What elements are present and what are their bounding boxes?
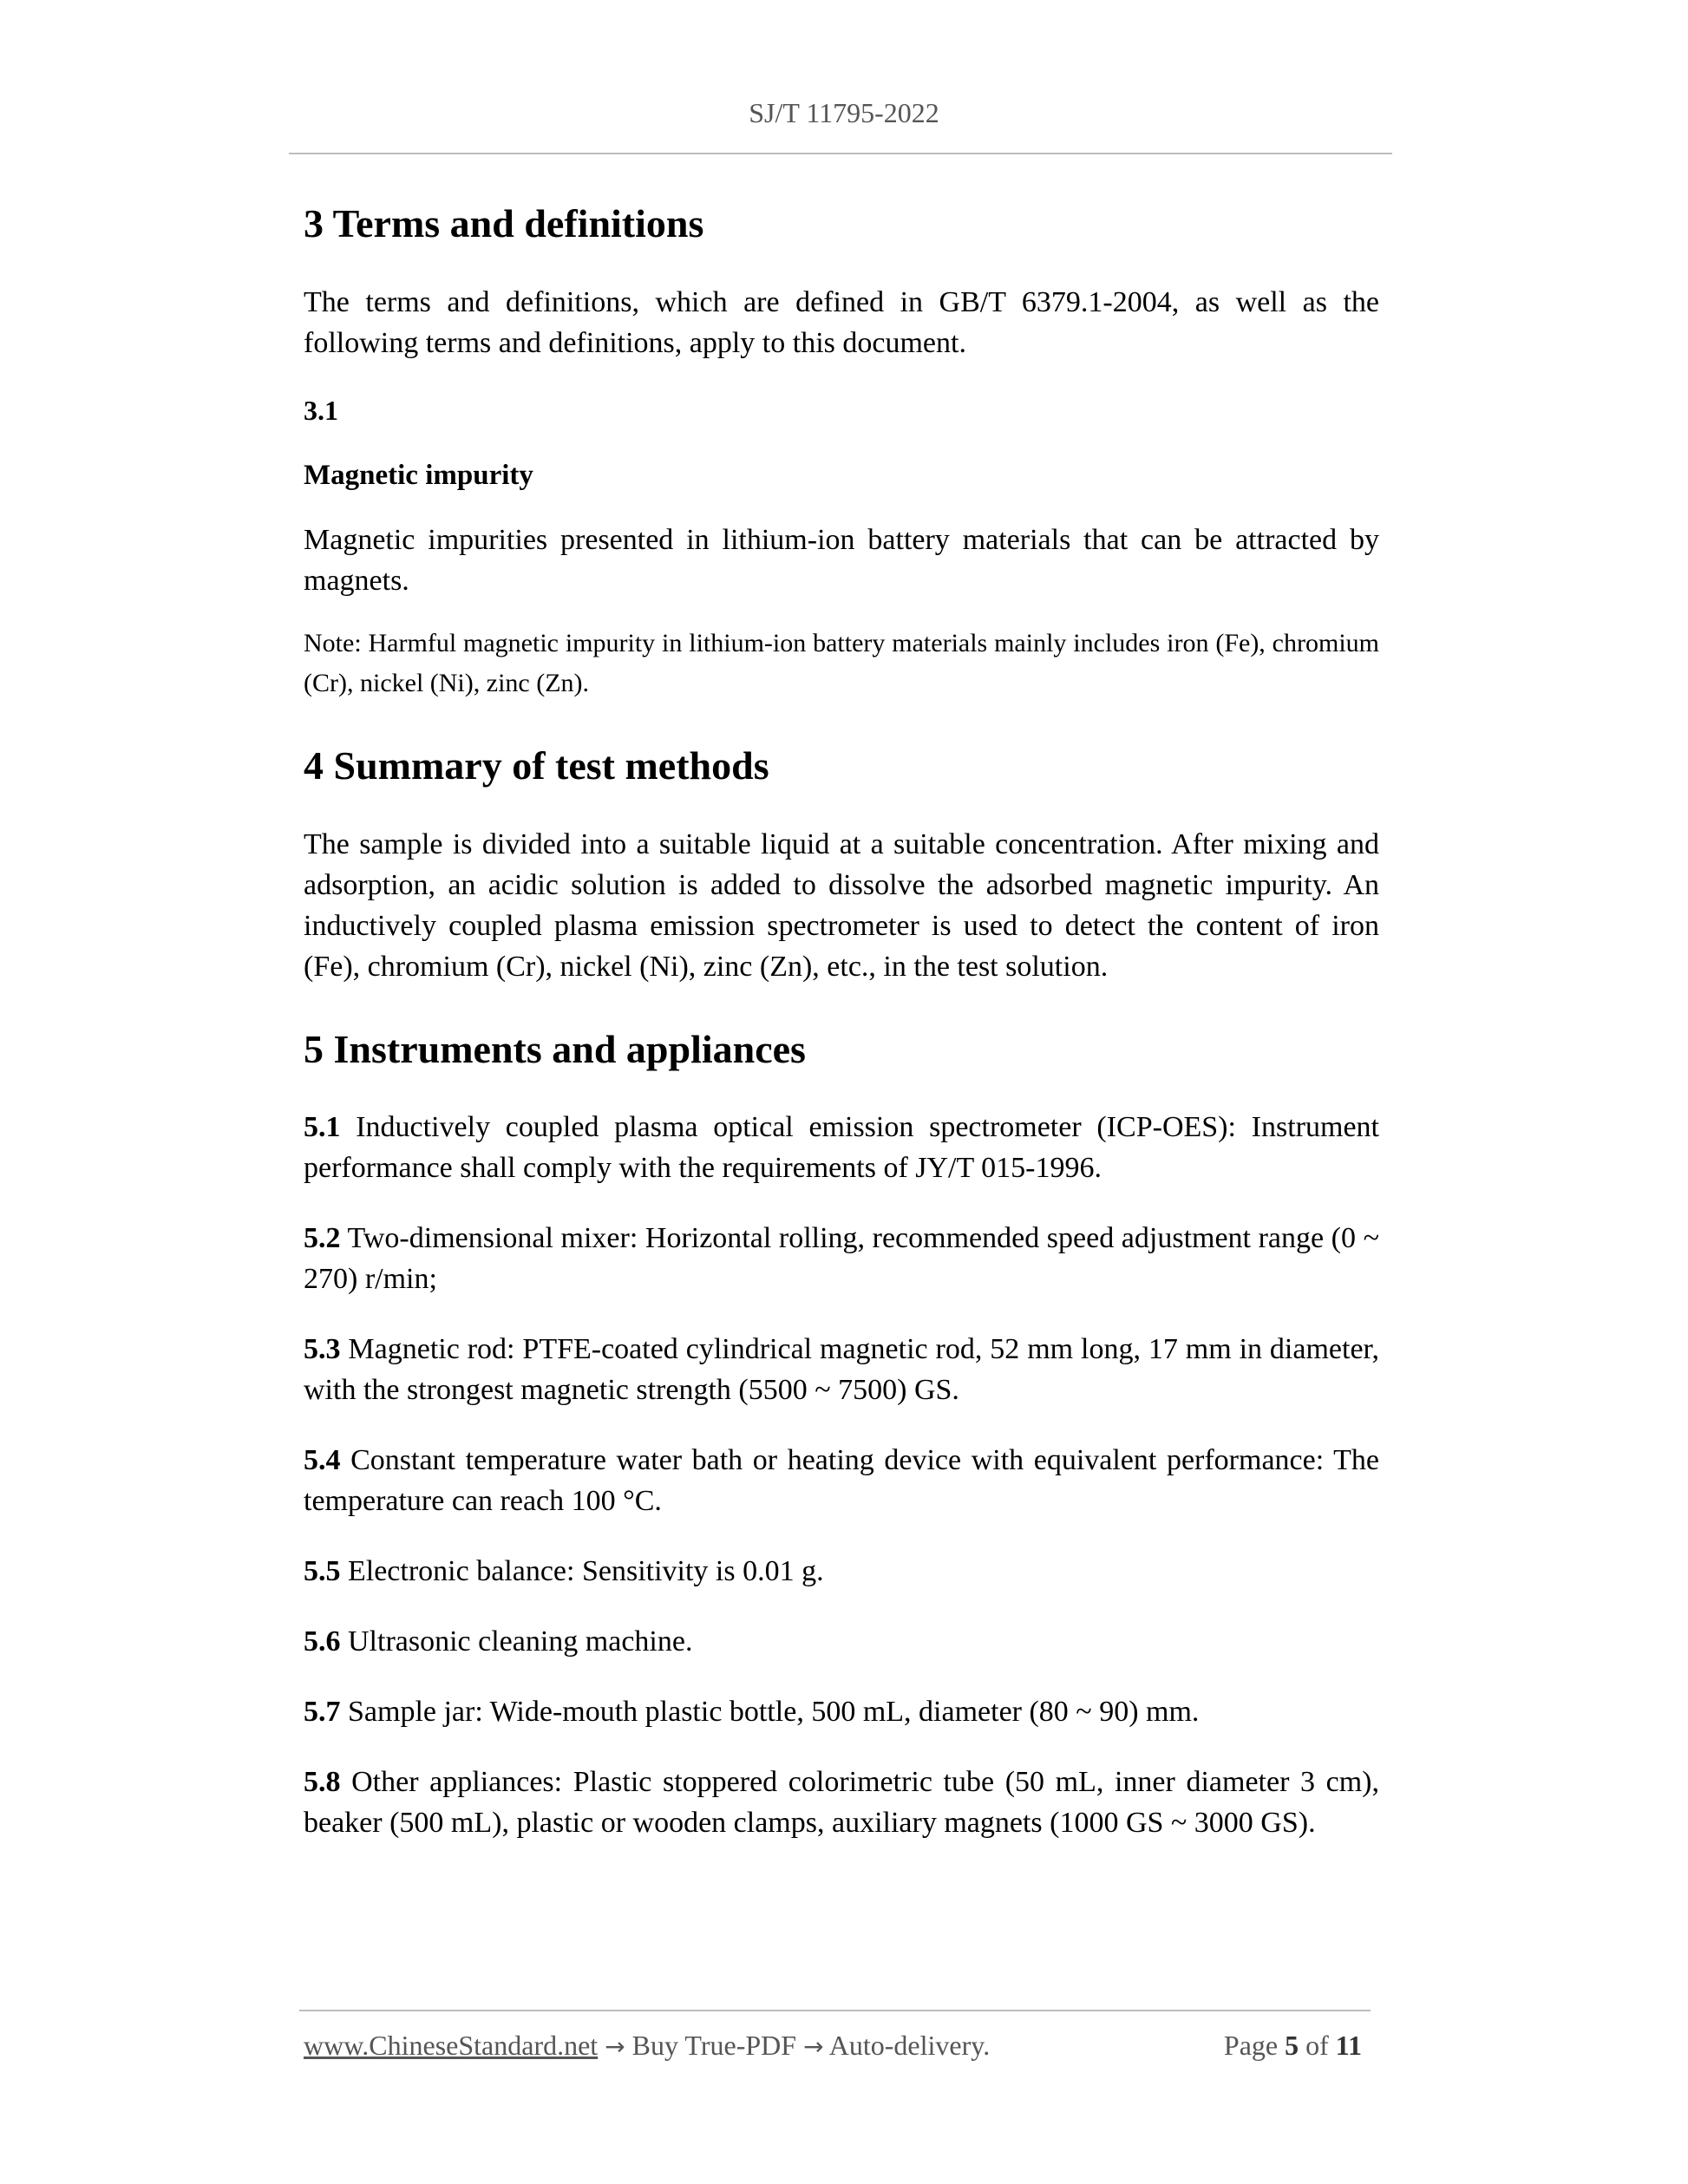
section-4-body: The sample is divided into a suitable liquid at a suitable concentration. After mixing and adsorption, an acidic solution is added to dissolve the adsorbed magnetic impurity. An inductively coupled plasma emission spectrometer is used to detect the content of iron (Fe), chromium (Cr), nickel (Ni), zinc (Zn), etc., in the test solution. bbox=[304, 828, 1379, 984]
header-divider bbox=[289, 153, 1392, 154]
page-content bbox=[304, 199, 1379, 1843]
running-header: SJ/T 11795-2022 bbox=[749, 97, 939, 128]
instrument-item: 5.8 Other appliances: Plastic stoppered colorimetric tube (50 mL, inner diameter 3 cm), beaker (500 mL), plastic or wooden clamps, auxiliary magnets (1000 GS ~ 3000 GS). bbox=[304, 1765, 1379, 1839]
current-page: 5 bbox=[1285, 2030, 1299, 2061]
instrument-item: 5.2 Two-dimensional mixer: Horizontal rolling, recommended speed adjustment range (0 ~ 270) r/min; bbox=[304, 1221, 1379, 1295]
buy-text: Buy True-PDF bbox=[631, 2030, 797, 2061]
section-3-intro: The terms and definitions, which are defined in GB/T 6379.1-2004, as well as the following terms and definitions, apply to this document. bbox=[304, 286, 1379, 360]
instrument-item: 5.3 Magnetic rod: PTFE-coated cylindrical magnetic rod, 52 mm long, 17 mm in diameter, with the strongest magnetic strength (5500 ~ 7500) GS. bbox=[304, 1332, 1380, 1406]
section-3-heading: 3 Terms and definitions bbox=[304, 201, 704, 245]
section-4-heading: 4 Summary of test methods bbox=[304, 743, 769, 788]
instrument-list bbox=[304, 1107, 1379, 1843]
instrument-item: 5.6 Ultrasonic cleaning machine. bbox=[304, 1625, 693, 1658]
total-pages: 11 bbox=[1335, 2030, 1362, 2061]
footer-divider bbox=[299, 2010, 1371, 2011]
term-number: 3.1 bbox=[304, 395, 338, 427]
instrument-item: 5.5 Electronic balance: Sensitivity is 0.01 g. bbox=[304, 1554, 824, 1587]
page-footer bbox=[304, 2030, 1362, 2062]
section-5-heading: 5 Instruments and appliances bbox=[304, 1027, 806, 1072]
term-definition: Magnetic impurities presented in lithium-ion battery materials that can be attracted by magnets. bbox=[304, 524, 1379, 598]
delivery-text: Auto-delivery. bbox=[828, 2030, 991, 2061]
page-number: Page 5 of 11 bbox=[1223, 2030, 1362, 2061]
footer-promo bbox=[304, 2030, 990, 2062]
instrument-item: 5.7 Sample jar: Wide-mouth plastic bottle, 500 mL, diameter (80 ~ 90) mm. bbox=[304, 1695, 1200, 1728]
term-note: Note: Harmful magnetic impurity in lithium-ion battery materials mainly includes iron (Fe), chromium (Cr), nickel (Ni), zinc (Zn). bbox=[304, 629, 1379, 698]
term-name: Magnetic impurity bbox=[304, 460, 533, 492]
site-link[interactable]: www.ChineseStandard.net bbox=[304, 2030, 599, 2061]
arrow-right-icon: → bbox=[803, 2032, 824, 2061]
instrument-item: 5.1 Inductively coupled plasma optical emission spectrometer (ICP-OES): Instrument performance shall comply with the requirements of JY/T 015-1996. bbox=[304, 1110, 1379, 1184]
arrow-right-icon: → bbox=[605, 2032, 625, 2061]
instrument-item: 5.4 Constant temperature water bath or heating device with equivalent performance: The temperature can reach 100 °C. bbox=[304, 1443, 1380, 1517]
